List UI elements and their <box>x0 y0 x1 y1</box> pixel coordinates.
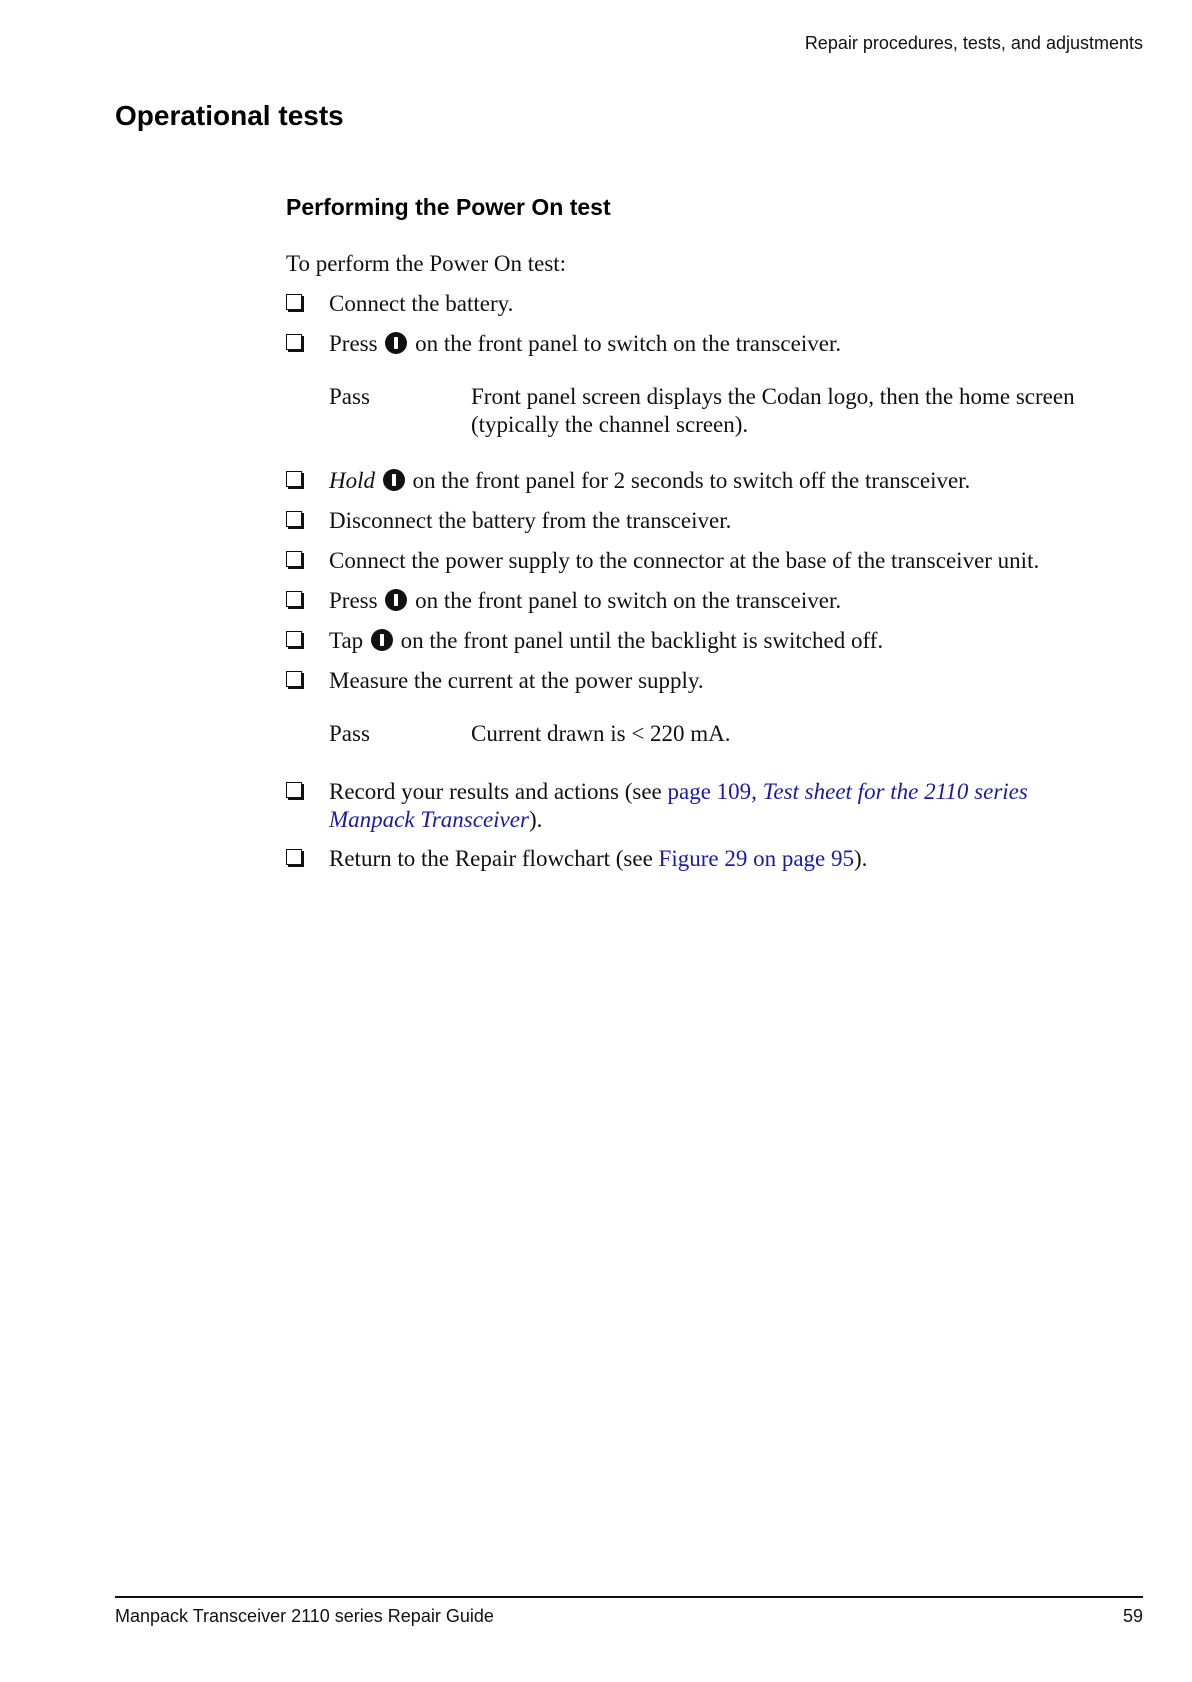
figure-link[interactable]: Figure 29 on page 95 <box>658 846 855 871</box>
step-text <box>329 778 1089 834</box>
step-verb: Press <box>329 331 378 356</box>
checkbox-icon[interactable] <box>286 782 302 798</box>
footer-divider <box>115 1596 1143 1598</box>
checkbox-icon[interactable] <box>286 671 302 687</box>
step-text <box>329 330 1119 358</box>
step-text: Measure the current at the power supply. <box>329 668 704 693</box>
checkbox-icon[interactable] <box>286 849 302 865</box>
running-header: Repair procedures, tests, and adjustments <box>804 33 1143 53</box>
step-text <box>329 627 1119 655</box>
step-verb: Hold <box>329 468 375 493</box>
pass-text: Front panel screen displays the Codan logo, then the home screen (typically the channel screen). <box>471 384 1075 437</box>
step-verb: Press <box>329 588 378 613</box>
checkbox-icon[interactable] <box>286 551 302 567</box>
pass-label: Pass <box>329 721 370 746</box>
step-text <box>329 845 1119 873</box>
checkbox-icon[interactable] <box>286 294 302 310</box>
power-button-icon <box>385 589 407 611</box>
step-text <box>329 587 1119 615</box>
power-button-icon <box>371 629 393 651</box>
step-prefix: Record your results and actions (see <box>329 779 668 804</box>
step-text: Disconnect the battery from the transceiver. <box>329 508 732 533</box>
step-rest: on the front panel until the backlight is switched off. <box>400 628 884 653</box>
pass-text: Current drawn is < 220 mA. <box>471 721 731 746</box>
step-rest: on the front panel for 2 seconds to switch off the transceiver. <box>412 468 971 493</box>
power-button-icon <box>385 332 407 354</box>
pass-label: Pass <box>329 384 370 409</box>
intro-text: To perform the Power On test: <box>286 251 567 276</box>
checkbox-icon[interactable] <box>286 471 302 487</box>
step-prefix: Return to the Repair flowchart (see <box>329 846 659 871</box>
checkbox-icon[interactable] <box>286 334 302 350</box>
step-suffix: ). <box>854 846 868 871</box>
page-number: 59 <box>1122 1606 1143 1626</box>
link-title: Test sheet for the 2110 series Manpack Transceiver <box>329 779 1028 832</box>
subsection-title: Performing the Power On test <box>286 194 611 220</box>
step-text: Connect the power supply to the connector at the base of the transceiver unit. <box>329 548 1040 573</box>
step-suffix: ). <box>528 807 543 832</box>
step-rest: on the front panel to switch on the transceiver. <box>415 331 842 356</box>
link-page: page 109, <box>667 779 763 804</box>
footer-title: Manpack Transceiver 2110 series Repair Guide <box>115 1606 494 1626</box>
section-title: Operational tests <box>115 100 344 131</box>
step-text: Connect the battery. <box>329 291 514 316</box>
checkbox-icon[interactable] <box>286 591 302 607</box>
power-button-icon <box>383 469 405 491</box>
step-rest: on the front panel to switch on the transceiver. <box>415 588 842 613</box>
step-verb: Tap <box>329 628 364 653</box>
checkbox-icon[interactable] <box>286 511 302 527</box>
step-text <box>329 467 1119 495</box>
checkbox-icon[interactable] <box>286 631 302 647</box>
